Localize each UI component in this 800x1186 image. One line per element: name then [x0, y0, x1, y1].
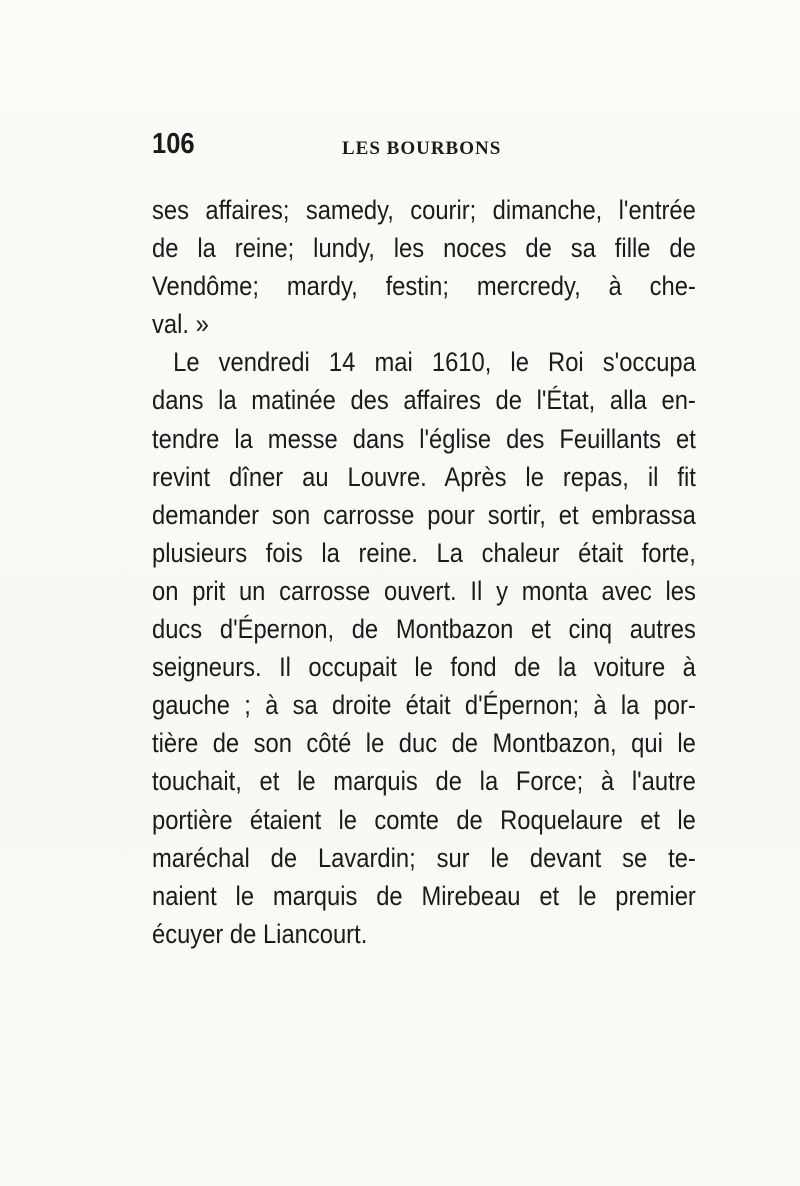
text-line: tière de son côté le duc de Montbazon, qui le: [152, 728, 696, 759]
text-line: écuyer de Liancourt.: [152, 918, 368, 949]
body-text: [152, 191, 696, 953]
running-head: LES BOURBONS: [342, 138, 502, 159]
text-line: naient le marquis de Mirebeau et le premier: [152, 880, 696, 911]
text-line: maréchal de Lavardin; sur le devant se te-: [152, 842, 696, 873]
text-line: de la reine; lundy, les noces de sa fille de: [152, 233, 696, 264]
text-line: on prit un carrosse ouvert. Il y monta avec les: [152, 575, 696, 606]
text-line: portière étaient le comte de Roquelaure et le: [152, 804, 696, 835]
text-line: revint dîner au Louvre. Après le repas, il fit: [152, 461, 696, 492]
text-line: Vendôme; mardy, festin; mercredy, à che-: [152, 271, 696, 302]
text-line: dans la matinée des affaires de l'État, alla en-: [152, 385, 696, 416]
page-header: [152, 128, 652, 168]
text-line: plusieurs fois la reine. La chaleur était forte,: [152, 537, 696, 568]
text-line: ducs d'Épernon, de Montbazon et cinq autres: [152, 614, 696, 645]
text-line: val. »: [152, 309, 209, 340]
text-line: touchait, et le marquis de la Force; à l'autre: [152, 766, 696, 797]
text-line: ses affaires; samedy, courir; dimanche, l'entrée: [152, 195, 696, 225]
text-line: demander son carrosse pour sortir, et embrassa: [152, 499, 696, 530]
text-line: seigneurs. Il occupait le fond de la voiture à: [152, 652, 696, 683]
text-line: gauche ; à sa droite était d'Épernon; à la por-: [152, 690, 696, 721]
text-line: Le vendredi 14 mai 1610, le Roi s'occupa: [173, 347, 696, 378]
text-line: tendre la messe dans l'église des Feuillants et: [152, 423, 696, 454]
page-number: 106: [152, 128, 195, 160]
